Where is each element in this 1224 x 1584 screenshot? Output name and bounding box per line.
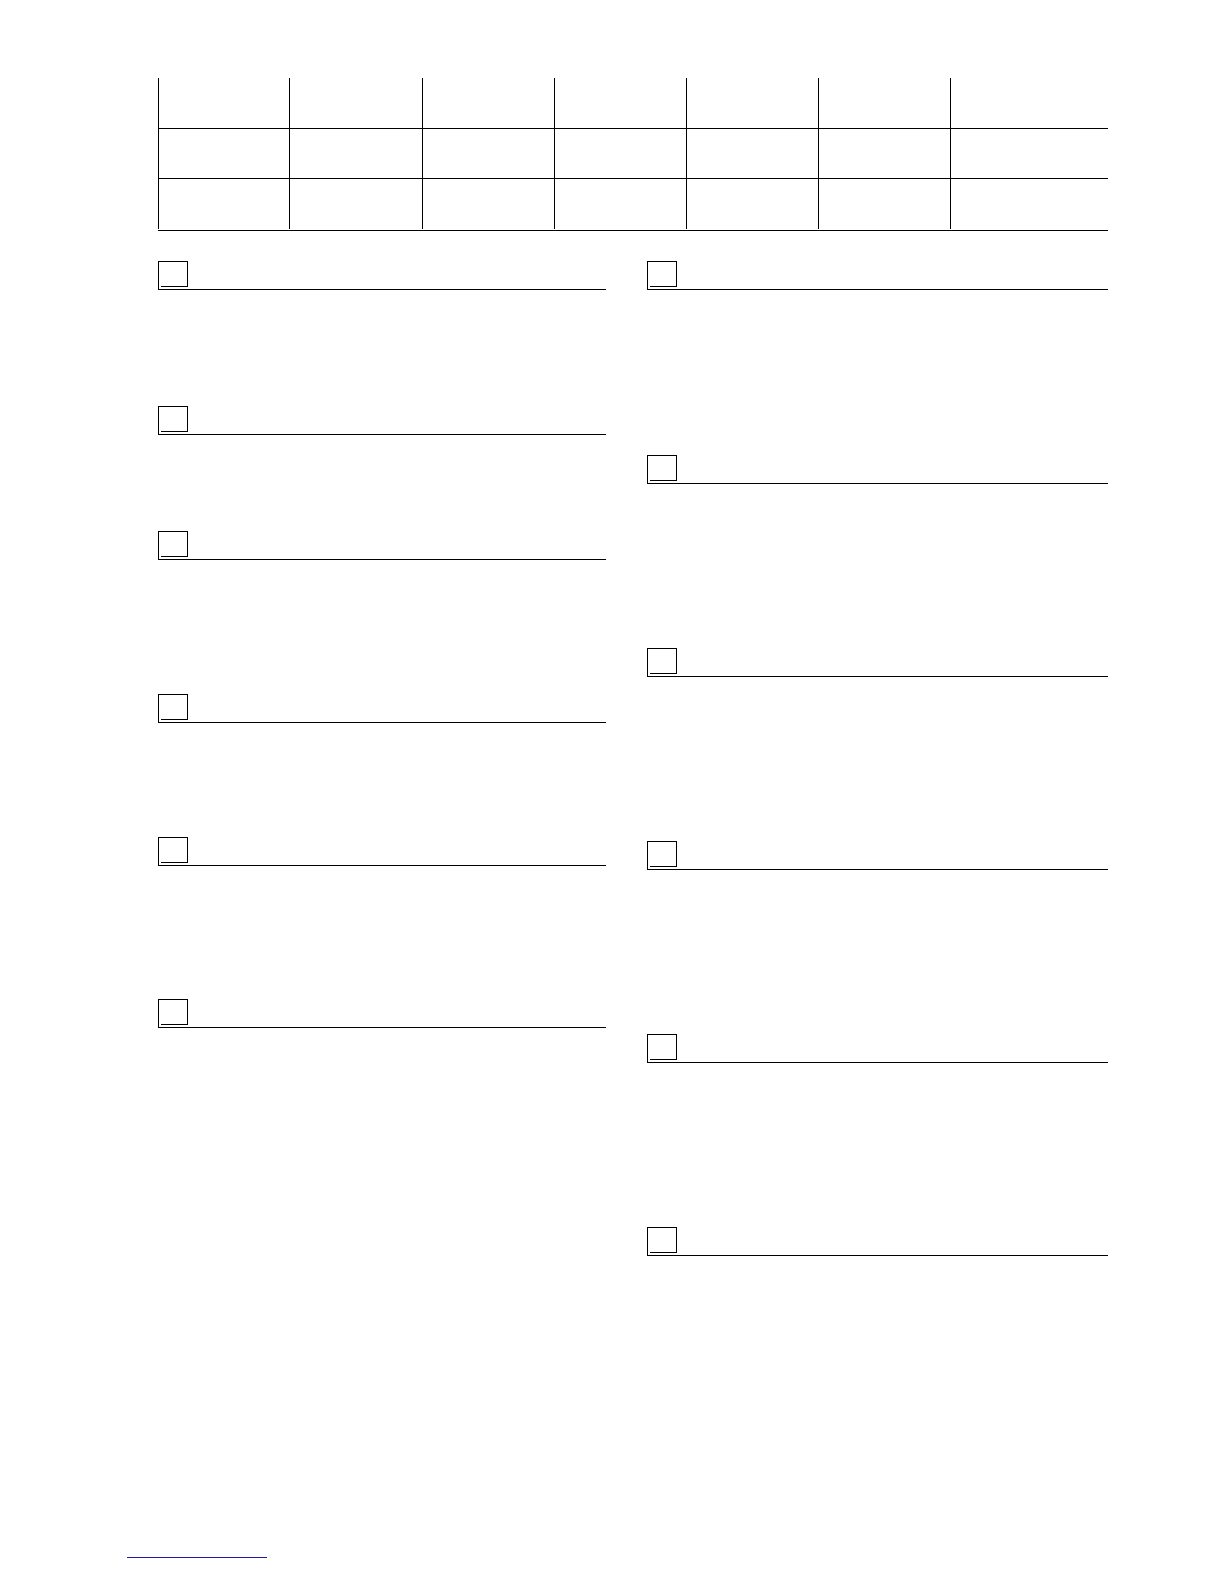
form-field-right-1[interactable] — [647, 261, 1108, 291]
field-underline — [647, 483, 1108, 484]
checkbox-box[interactable] — [647, 261, 677, 287]
form-field-left-2[interactable] — [158, 406, 606, 436]
field-tick — [158, 555, 159, 560]
footnote-separator — [127, 1557, 267, 1558]
table-column-line — [686, 78, 687, 229]
field-underline — [647, 869, 1108, 870]
form-field-right-2[interactable] — [647, 455, 1108, 485]
form-field-right-5[interactable] — [647, 1034, 1108, 1064]
field-underline — [158, 1027, 606, 1028]
field-tick — [647, 285, 648, 290]
table-row-line — [158, 128, 1108, 129]
table-column-line — [158, 78, 159, 229]
checkbox-box[interactable] — [158, 694, 188, 720]
table-column-line — [289, 78, 290, 229]
field-underline — [647, 1062, 1108, 1063]
checkbox-box[interactable] — [647, 455, 677, 481]
form-field-right-6[interactable] — [647, 1227, 1108, 1257]
form-field-left-6[interactable] — [158, 999, 606, 1029]
field-tick — [647, 479, 648, 484]
checkbox-box[interactable] — [647, 841, 677, 867]
table-column-line — [818, 78, 819, 229]
form-field-right-3[interactable] — [647, 648, 1108, 678]
field-underline — [158, 559, 606, 560]
field-tick — [647, 672, 648, 677]
field-tick — [647, 1058, 648, 1063]
field-tick — [647, 865, 648, 870]
table-row-line — [158, 178, 1108, 179]
field-tick — [647, 1251, 648, 1256]
field-underline — [647, 1255, 1108, 1256]
checkbox-box[interactable] — [647, 648, 677, 674]
form-field-left-4[interactable] — [158, 694, 606, 724]
checkbox-box[interactable] — [158, 837, 188, 863]
field-tick — [158, 861, 159, 866]
field-underline — [647, 289, 1108, 290]
checkbox-box[interactable] — [158, 406, 188, 432]
checkbox-box[interactable] — [158, 531, 188, 557]
field-underline — [158, 722, 606, 723]
checkbox-box[interactable] — [647, 1227, 677, 1253]
form-field-right-4[interactable] — [647, 841, 1108, 871]
field-tick — [158, 718, 159, 723]
field-underline — [158, 289, 606, 290]
field-tick — [158, 285, 159, 290]
form-field-left-5[interactable] — [158, 837, 606, 867]
form-field-left-1[interactable] — [158, 261, 606, 291]
checkbox-box[interactable] — [158, 261, 188, 287]
field-underline — [158, 434, 606, 435]
field-tick — [158, 430, 159, 435]
table-column-line — [950, 78, 951, 229]
checkbox-box[interactable] — [647, 1034, 677, 1060]
field-underline — [647, 676, 1108, 677]
field-tick — [158, 1023, 159, 1028]
form-field-left-3[interactable] — [158, 531, 606, 561]
table-column-line — [554, 78, 555, 229]
table-column-line — [422, 78, 423, 229]
empty-grid-table — [158, 78, 1108, 231]
field-underline — [158, 865, 606, 866]
checkbox-box[interactable] — [158, 999, 188, 1025]
